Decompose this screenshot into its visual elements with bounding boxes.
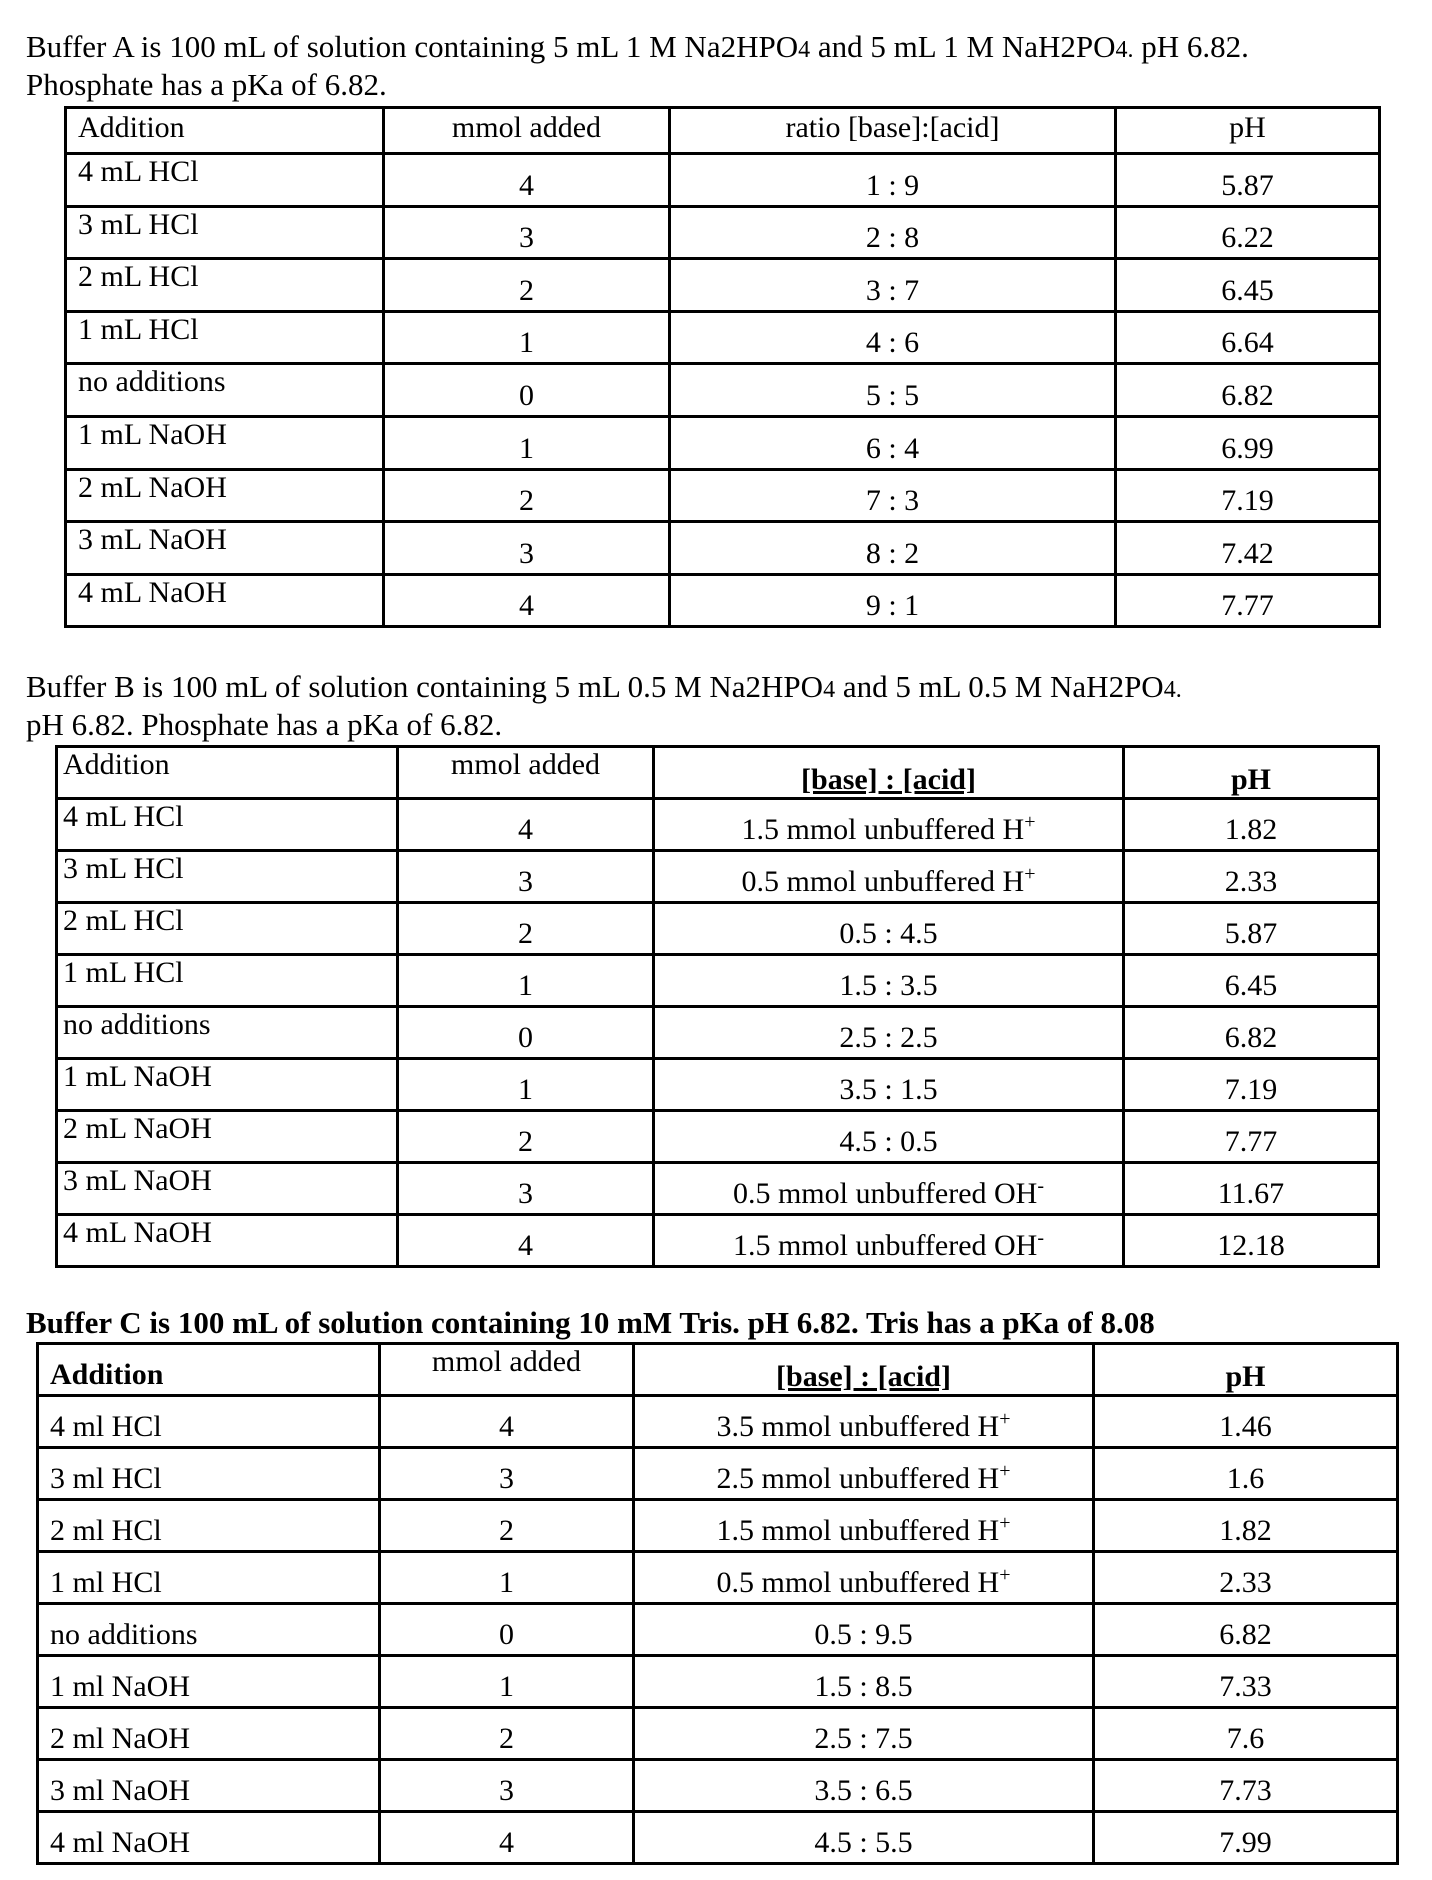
- cell-ph: 6.45: [1124, 955, 1379, 1007]
- cell-base-acid: 1.5 : 3.5: [654, 955, 1124, 1007]
- table-row: [66, 416, 1380, 469]
- cell-mmol: 1: [380, 1552, 634, 1604]
- cell-base-acid: 0.5 mmol unbuffered OH-: [654, 1163, 1124, 1215]
- cell-base-acid: 0.5 mmol unbuffered H+: [654, 851, 1124, 903]
- cell-base-acid: 1.5 mmol unbuffered H+: [654, 799, 1124, 851]
- buffer-a-table: [64, 106, 1381, 628]
- buffer-c-caption: Buffer C is 100 mL of solution containing 10 mM Tris. pH 6.82. Tris has a pKa of 8.08: [26, 1305, 1155, 1340]
- cell-ph: 6.82: [1116, 364, 1380, 417]
- cell-base-acid: 2.5 mmol unbuffered H+: [634, 1448, 1094, 1500]
- cell-ph: 7.99: [1094, 1812, 1398, 1864]
- table-row: [57, 955, 1379, 1007]
- table-header-row: [66, 108, 1380, 154]
- cell-ratio: 9 : 1: [670, 574, 1116, 627]
- cell-addition: 1 mL HCl: [66, 311, 384, 364]
- header-ph: pH: [1124, 747, 1379, 799]
- cell-addition: 4 mL HCl: [66, 154, 384, 207]
- cell-addition: 3 mL HCl: [66, 206, 384, 259]
- cell-ph: 7.77: [1116, 574, 1380, 627]
- cell-addition: no additions: [66, 364, 384, 417]
- cell-ph: 7.19: [1124, 1059, 1379, 1111]
- table-row: [57, 1215, 1379, 1267]
- cell-addition: 3 mL NaOH: [57, 1163, 398, 1215]
- buffer-b-caption-line2: pH 6.82. Phosphate has a pKa of 6.82.: [26, 707, 503, 742]
- cell-mmol: 4: [398, 1215, 654, 1267]
- buffer-a-caption-line2: Phosphate has a pKa of 6.82.: [26, 67, 387, 102]
- cell-ph: 7.19: [1116, 469, 1380, 522]
- cell-ph: 7.73: [1094, 1760, 1398, 1812]
- cell-mmol: 3: [384, 522, 670, 575]
- table-row: [38, 1656, 1398, 1708]
- cell-mmol: 3: [398, 1163, 654, 1215]
- cell-ratio: 8 : 2: [670, 522, 1116, 575]
- cell-mmol: 2: [384, 259, 670, 312]
- cell-addition: 2 mL HCl: [57, 903, 398, 955]
- cell-base-acid: 0.5 : 4.5: [654, 903, 1124, 955]
- cell-addition: 1 mL HCl: [57, 955, 398, 1007]
- cell-ratio: 6 : 4: [670, 416, 1116, 469]
- cell-ph: 1.82: [1124, 799, 1379, 851]
- cell-ph: 7.6: [1094, 1708, 1398, 1760]
- table-row: [57, 1059, 1379, 1111]
- cell-ph: 2.33: [1094, 1552, 1398, 1604]
- table-row: [38, 1812, 1398, 1864]
- cell-mmol: 4: [380, 1396, 634, 1448]
- cell-base-acid: 0.5 mmol unbuffered H+: [634, 1552, 1094, 1604]
- cell-addition: 1 ml HCl: [38, 1552, 380, 1604]
- cell-ph: 6.99: [1116, 416, 1380, 469]
- cell-addition: 3 mL HCl: [57, 851, 398, 903]
- buffer-a-caption-line1: Buffer A is 100 mL of solution containing 5 mL 1 M Na2HPO4 and 5 mL 1 M NaH2PO4. pH 6.82.: [26, 29, 1249, 64]
- table-header-row: [38, 1344, 1398, 1396]
- table-row: [57, 903, 1379, 955]
- header-ph: pH: [1116, 108, 1380, 154]
- cell-addition: 1 ml NaOH: [38, 1656, 380, 1708]
- cell-base-acid: 3.5 mmol unbuffered H+: [634, 1396, 1094, 1448]
- cell-mmol: 2: [384, 469, 670, 522]
- cell-addition: 4 mL HCl: [57, 799, 398, 851]
- cell-ph: 5.87: [1116, 154, 1380, 207]
- cell-mmol: 1: [384, 416, 670, 469]
- cell-ph: 7.77: [1124, 1111, 1379, 1163]
- cell-ph: 6.45: [1116, 259, 1380, 312]
- buffer-b-table: [55, 745, 1380, 1268]
- cell-base-acid: 1.5 mmol unbuffered OH-: [654, 1215, 1124, 1267]
- header-ph: pH: [1094, 1344, 1398, 1396]
- cell-addition: 4 mL NaOH: [66, 574, 384, 627]
- cell-ratio: 1 : 9: [670, 154, 1116, 207]
- table-row: [57, 1163, 1379, 1215]
- cell-ph: 1.46: [1094, 1396, 1398, 1448]
- cell-mmol: 0: [398, 1007, 654, 1059]
- cell-base-acid: 3.5 : 6.5: [634, 1760, 1094, 1812]
- cell-base-acid: 1.5 mmol unbuffered H+: [634, 1500, 1094, 1552]
- table-row: [66, 522, 1380, 575]
- cell-mmol: 4: [384, 574, 670, 627]
- buffer-b-caption-line1: Buffer B is 100 mL of solution containing 5 mL 0.5 M Na2HPO4 and 5 mL 0.5 M NaH2PO4.: [26, 669, 1182, 704]
- cell-ph: 1.6: [1094, 1448, 1398, 1500]
- cell-ph: 5.87: [1124, 903, 1379, 955]
- cell-mmol: 3: [398, 851, 654, 903]
- cell-ph: 6.64: [1116, 311, 1380, 364]
- cell-mmol: 1: [398, 955, 654, 1007]
- table-row: [57, 1111, 1379, 1163]
- cell-mmol: 3: [384, 206, 670, 259]
- cell-ratio: 7 : 3: [670, 469, 1116, 522]
- table-row: [38, 1448, 1398, 1500]
- table-row: [38, 1396, 1398, 1448]
- table-row: [57, 1007, 1379, 1059]
- cell-addition: no additions: [57, 1007, 398, 1059]
- table-row: [38, 1760, 1398, 1812]
- header-addition: Addition: [66, 108, 384, 154]
- cell-mmol: 4: [398, 799, 654, 851]
- header-mmol-added: mmol added: [398, 747, 654, 799]
- cell-mmol: 3: [380, 1760, 634, 1812]
- cell-base-acid: 1.5 : 8.5: [634, 1656, 1094, 1708]
- cell-mmol: 4: [380, 1812, 634, 1864]
- table-row: [38, 1552, 1398, 1604]
- header-base-acid: [base] : [acid]: [634, 1344, 1094, 1396]
- table-row: [66, 574, 1380, 627]
- cell-base-acid: 0.5 : 9.5: [634, 1604, 1094, 1656]
- cell-mmol: 2: [398, 903, 654, 955]
- table-row: [38, 1604, 1398, 1656]
- header-base-acid: [base] : [acid]: [654, 747, 1124, 799]
- cell-mmol: 2: [398, 1111, 654, 1163]
- table-row: [66, 154, 1380, 207]
- cell-ph: 6.82: [1124, 1007, 1379, 1059]
- cell-mmol: 0: [384, 364, 670, 417]
- cell-ph: 12.18: [1124, 1215, 1379, 1267]
- header-ratio: ratio [base]:[acid]: [670, 108, 1116, 154]
- cell-ph: 2.33: [1124, 851, 1379, 903]
- cell-ph: 7.33: [1094, 1656, 1398, 1708]
- cell-addition: 2 mL NaOH: [66, 469, 384, 522]
- cell-mmol: 2: [380, 1708, 634, 1760]
- cell-addition: 1 mL NaOH: [57, 1059, 398, 1111]
- cell-addition: 3 mL NaOH: [66, 522, 384, 575]
- cell-base-acid: 4.5 : 5.5: [634, 1812, 1094, 1864]
- table-row: [66, 206, 1380, 259]
- cell-addition: 4 mL NaOH: [57, 1215, 398, 1267]
- table-row: [66, 469, 1380, 522]
- table-row: [38, 1708, 1398, 1760]
- cell-ratio: 4 : 6: [670, 311, 1116, 364]
- cell-mmol: 1: [384, 311, 670, 364]
- cell-addition: 2 ml NaOH: [38, 1708, 380, 1760]
- cell-ph: 6.22: [1116, 206, 1380, 259]
- table-row: [57, 851, 1379, 903]
- cell-addition: no additions: [38, 1604, 380, 1656]
- cell-addition: 1 mL NaOH: [66, 416, 384, 469]
- table-row: [66, 364, 1380, 417]
- cell-addition: 2 mL NaOH: [57, 1111, 398, 1163]
- cell-addition: 2 ml HCl: [38, 1500, 380, 1552]
- cell-addition: 4 ml HCl: [38, 1396, 380, 1448]
- table-row: [66, 259, 1380, 312]
- header-mmol-added: mmol added: [384, 108, 670, 154]
- cell-ph: 7.42: [1116, 522, 1380, 575]
- cell-mmol: 1: [380, 1656, 634, 1708]
- cell-mmol: 4: [384, 154, 670, 207]
- cell-ratio: 5 : 5: [670, 364, 1116, 417]
- cell-mmol: 1: [398, 1059, 654, 1111]
- cell-ratio: 2 : 8: [670, 206, 1116, 259]
- cell-base-acid: 3.5 : 1.5: [654, 1059, 1124, 1111]
- header-mmol-added: mmol added: [380, 1344, 634, 1396]
- table-row: [38, 1500, 1398, 1552]
- header-addition: Addition: [38, 1344, 380, 1396]
- table-row: [66, 311, 1380, 364]
- cell-addition: 2 mL HCl: [66, 259, 384, 312]
- cell-addition: 3 ml NaOH: [38, 1760, 380, 1812]
- table-header-row: [57, 747, 1379, 799]
- cell-mmol: 2: [380, 1500, 634, 1552]
- cell-ratio: 3 : 7: [670, 259, 1116, 312]
- cell-mmol: 3: [380, 1448, 634, 1500]
- cell-ph: 6.82: [1094, 1604, 1398, 1656]
- cell-base-acid: 4.5 : 0.5: [654, 1111, 1124, 1163]
- cell-base-acid: 2.5 : 2.5: [654, 1007, 1124, 1059]
- cell-mmol: 0: [380, 1604, 634, 1656]
- cell-ph: 1.82: [1094, 1500, 1398, 1552]
- cell-addition: 4 ml NaOH: [38, 1812, 380, 1864]
- header-addition: Addition: [57, 747, 398, 799]
- buffer-c-table: [36, 1342, 1399, 1865]
- cell-base-acid: 2.5 : 7.5: [634, 1708, 1094, 1760]
- cell-ph: 11.67: [1124, 1163, 1379, 1215]
- cell-addition: 3 ml HCl: [38, 1448, 380, 1500]
- table-row: [57, 799, 1379, 851]
